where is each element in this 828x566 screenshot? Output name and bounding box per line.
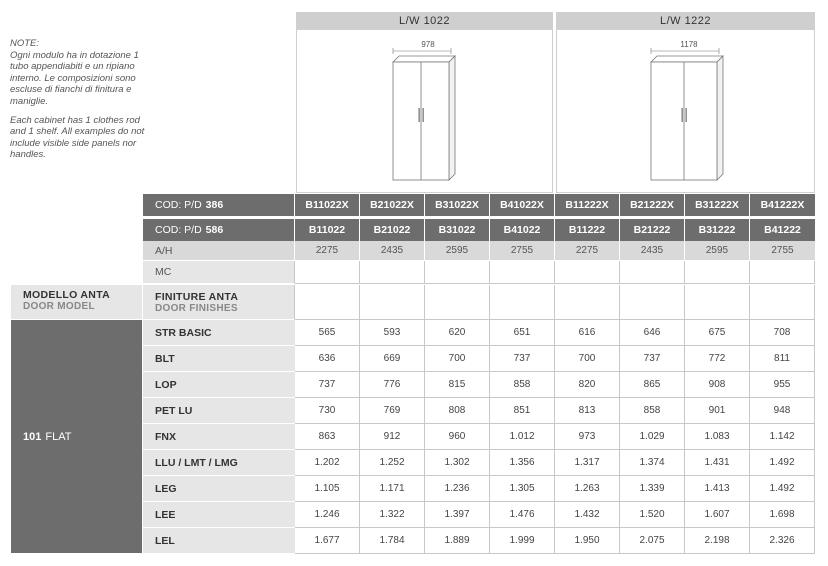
height-value: 2755 bbox=[771, 245, 794, 256]
cabinet-width-label: 1178 bbox=[680, 40, 698, 49]
cabinet-drawing bbox=[645, 48, 735, 188]
finish-header-title: FINITURE ANTA bbox=[155, 290, 239, 303]
height-value: 2755 bbox=[490, 241, 555, 260]
price-cell: 737 bbox=[620, 346, 685, 372]
mc-row bbox=[143, 261, 815, 284]
price-cell: 1.171 bbox=[360, 476, 425, 502]
price-cell: 737 bbox=[295, 372, 360, 398]
finish-header bbox=[143, 285, 295, 320]
price-cell: 1.305 bbox=[490, 476, 555, 502]
mc-cell bbox=[555, 261, 620, 284]
price-cell: 1.413 bbox=[685, 476, 750, 502]
price-cell: 776 bbox=[360, 372, 425, 398]
price-cell: 948 bbox=[750, 398, 815, 424]
height-value: 2435 bbox=[360, 241, 425, 260]
cod-586-code: B31022 bbox=[425, 219, 490, 241]
cod-386-code: B11022X bbox=[295, 194, 360, 216]
price-cell: 1.252 bbox=[360, 450, 425, 476]
mc-cell bbox=[295, 261, 360, 284]
price-cell: 700 bbox=[425, 346, 490, 372]
price-cell: 2.075 bbox=[620, 528, 685, 554]
price-cell: 1.029 bbox=[620, 424, 685, 450]
mc-cell bbox=[750, 261, 815, 284]
price-cell: 1.105 bbox=[295, 476, 360, 502]
note-title: NOTE: bbox=[10, 38, 40, 49]
finish-label: LEG bbox=[143, 476, 295, 502]
price-row bbox=[143, 476, 815, 502]
price-cell: 669 bbox=[360, 346, 425, 372]
price-cell: 960 bbox=[425, 424, 490, 450]
finish-label: FNX bbox=[143, 424, 295, 450]
height-value: 2275 bbox=[295, 241, 360, 260]
price-row bbox=[143, 450, 815, 476]
group-header-1222: L/W 1222 bbox=[556, 12, 815, 30]
price-row bbox=[143, 372, 815, 398]
price-cell: 863 bbox=[295, 424, 360, 450]
price-cell: 955 bbox=[750, 372, 815, 398]
cod-586-code: B31222 bbox=[685, 219, 750, 241]
height-value: 2595 bbox=[425, 241, 490, 260]
price-row bbox=[143, 398, 815, 424]
price-cell: 1.397 bbox=[425, 502, 490, 528]
cabinet-drawing bbox=[387, 48, 467, 188]
model-header-subtitle: DOOR MODEL bbox=[23, 301, 95, 312]
cod-386-code: B41222X bbox=[760, 199, 805, 211]
price-cell: 1.012 bbox=[490, 424, 555, 450]
cod-586-code: B11022 bbox=[295, 219, 360, 241]
price-cell: 973 bbox=[555, 424, 620, 450]
height-value: 2435 bbox=[620, 241, 685, 260]
model-header bbox=[11, 285, 142, 319]
price-cell: 700 bbox=[555, 346, 620, 372]
price-cell: 1.236 bbox=[425, 476, 490, 502]
price-cell: 2.326 bbox=[750, 528, 815, 554]
finish-header-row bbox=[143, 285, 815, 320]
price-cell: 1.317 bbox=[555, 450, 620, 476]
cabinet-image-1222 bbox=[556, 30, 815, 193]
price-cell: 813 bbox=[555, 398, 620, 424]
price-cell: 858 bbox=[620, 398, 685, 424]
note-italian: Ogni modulo ha in dotazione 1 tubo appendiabiti e un ripiano interno. Le composizioni sono escluse di fianchi di finitura e maniglie. bbox=[10, 49, 139, 107]
price-cell: 1.476 bbox=[490, 502, 555, 528]
price-cell: 1.950 bbox=[555, 528, 620, 554]
group-header-1022: L/W 1022 bbox=[296, 12, 553, 30]
mc-cell bbox=[425, 261, 490, 284]
mc-cell bbox=[620, 261, 685, 284]
price-cell: 1.698 bbox=[750, 502, 815, 528]
cod-386-code: B21022X bbox=[360, 194, 425, 216]
finish-label: STR BASIC bbox=[143, 320, 295, 346]
note-block bbox=[10, 38, 146, 168]
price-cell: 1.322 bbox=[360, 502, 425, 528]
mc-cell bbox=[360, 261, 425, 284]
finish-label: PET LU bbox=[143, 398, 295, 424]
price-cell: 675 bbox=[685, 320, 750, 346]
price-cell: 820 bbox=[555, 372, 620, 398]
price-cell: 646 bbox=[620, 320, 685, 346]
price-cell: 769 bbox=[360, 398, 425, 424]
cod-386-code: B31222X bbox=[685, 194, 750, 216]
cod-586-label: COD: P/D 586 bbox=[143, 219, 295, 241]
price-cell: 1.607 bbox=[685, 502, 750, 528]
price-cell: 858 bbox=[490, 372, 555, 398]
price-cell: 565 bbox=[295, 320, 360, 346]
price-cell: 616 bbox=[555, 320, 620, 346]
note-english: Each cabinet has 1 clothes rod and 1 shelf. All examples do not include visible side panels nor handles. bbox=[10, 114, 145, 161]
cod-586-row bbox=[143, 219, 815, 241]
price-cell: 1.784 bbox=[360, 528, 425, 554]
price-cell: 865 bbox=[620, 372, 685, 398]
mc-cell bbox=[490, 261, 555, 284]
height-value: 2595 bbox=[685, 241, 750, 260]
price-cell: 1.142 bbox=[750, 424, 815, 450]
price-table bbox=[143, 320, 815, 554]
price-cell: 908 bbox=[685, 372, 750, 398]
cabinet-image-1022 bbox=[296, 30, 553, 193]
price-cell: 1.339 bbox=[620, 476, 685, 502]
price-row bbox=[143, 424, 815, 450]
price-cell: 808 bbox=[425, 398, 490, 424]
price-cell: 1.083 bbox=[685, 424, 750, 450]
model-cell bbox=[11, 320, 142, 553]
finish-label: LEE bbox=[143, 502, 295, 528]
price-cell: 1.520 bbox=[620, 502, 685, 528]
price-cell: 815 bbox=[425, 372, 490, 398]
price-cell: 901 bbox=[685, 398, 750, 424]
price-cell: 620 bbox=[425, 320, 490, 346]
cod-386-row bbox=[143, 194, 815, 216]
cod-586-code: B21022 bbox=[360, 219, 425, 241]
price-cell: 2.198 bbox=[685, 528, 750, 554]
cod-586-code: B11222 bbox=[555, 219, 620, 241]
price-cell: 730 bbox=[295, 398, 360, 424]
model-number: 101 bbox=[23, 430, 42, 443]
finish-label: LLU / LMT / LMG bbox=[143, 450, 295, 476]
price-cell: 1.263 bbox=[555, 476, 620, 502]
cod-386-code: B41022X bbox=[490, 194, 555, 216]
price-cell: 1.431 bbox=[685, 450, 750, 476]
price-row bbox=[143, 320, 815, 346]
price-cell: 772 bbox=[685, 346, 750, 372]
mc-cell bbox=[685, 261, 750, 284]
price-row bbox=[143, 528, 815, 554]
price-cell: 636 bbox=[295, 346, 360, 372]
cod-386-code: B21222X bbox=[620, 194, 685, 216]
cod-386-code: B11222X bbox=[555, 194, 620, 216]
cod-586-code: B41022 bbox=[490, 219, 555, 241]
price-cell: 1.302 bbox=[425, 450, 490, 476]
price-cell: 1.889 bbox=[425, 528, 490, 554]
finish-label: LEL bbox=[143, 528, 295, 554]
price-cell: 1.677 bbox=[295, 528, 360, 554]
price-cell: 811 bbox=[750, 346, 815, 372]
price-cell: 737 bbox=[490, 346, 555, 372]
mc-label: MC bbox=[143, 261, 295, 284]
price-cell: 1.999 bbox=[490, 528, 555, 554]
price-cell: 1.202 bbox=[295, 450, 360, 476]
price-cell: 851 bbox=[490, 398, 555, 424]
height-value: 2275 bbox=[555, 241, 620, 260]
cod-586-code: B41222 bbox=[764, 224, 801, 236]
cabinet-width-label: 978 bbox=[421, 40, 435, 49]
price-cell: 651 bbox=[490, 320, 555, 346]
model-header-title: MODELLO ANTA bbox=[23, 289, 111, 301]
finish-label: LOP bbox=[143, 372, 295, 398]
price-row bbox=[143, 502, 815, 528]
price-cell: 593 bbox=[360, 320, 425, 346]
price-row bbox=[143, 346, 815, 372]
model-name: FLAT bbox=[45, 430, 72, 443]
price-cell: 1.356 bbox=[490, 450, 555, 476]
finish-header-subtitle: DOOR FINISHES bbox=[155, 302, 238, 314]
price-cell: 1.492 bbox=[750, 476, 815, 502]
finish-label: BLT bbox=[143, 346, 295, 372]
price-cell: 1.374 bbox=[620, 450, 685, 476]
cod-386-code: B31022X bbox=[425, 194, 490, 216]
cod-586-code: B21222 bbox=[620, 219, 685, 241]
cod-386-label: COD: P/D 386 bbox=[143, 194, 295, 216]
price-cell: 1.432 bbox=[555, 502, 620, 528]
price-cell: 912 bbox=[360, 424, 425, 450]
price-cell: 708 bbox=[750, 320, 815, 346]
height-row bbox=[143, 241, 815, 260]
height-label: A/H bbox=[143, 241, 295, 260]
price-cell: 1.492 bbox=[750, 450, 815, 476]
price-cell: 1.246 bbox=[295, 502, 360, 528]
